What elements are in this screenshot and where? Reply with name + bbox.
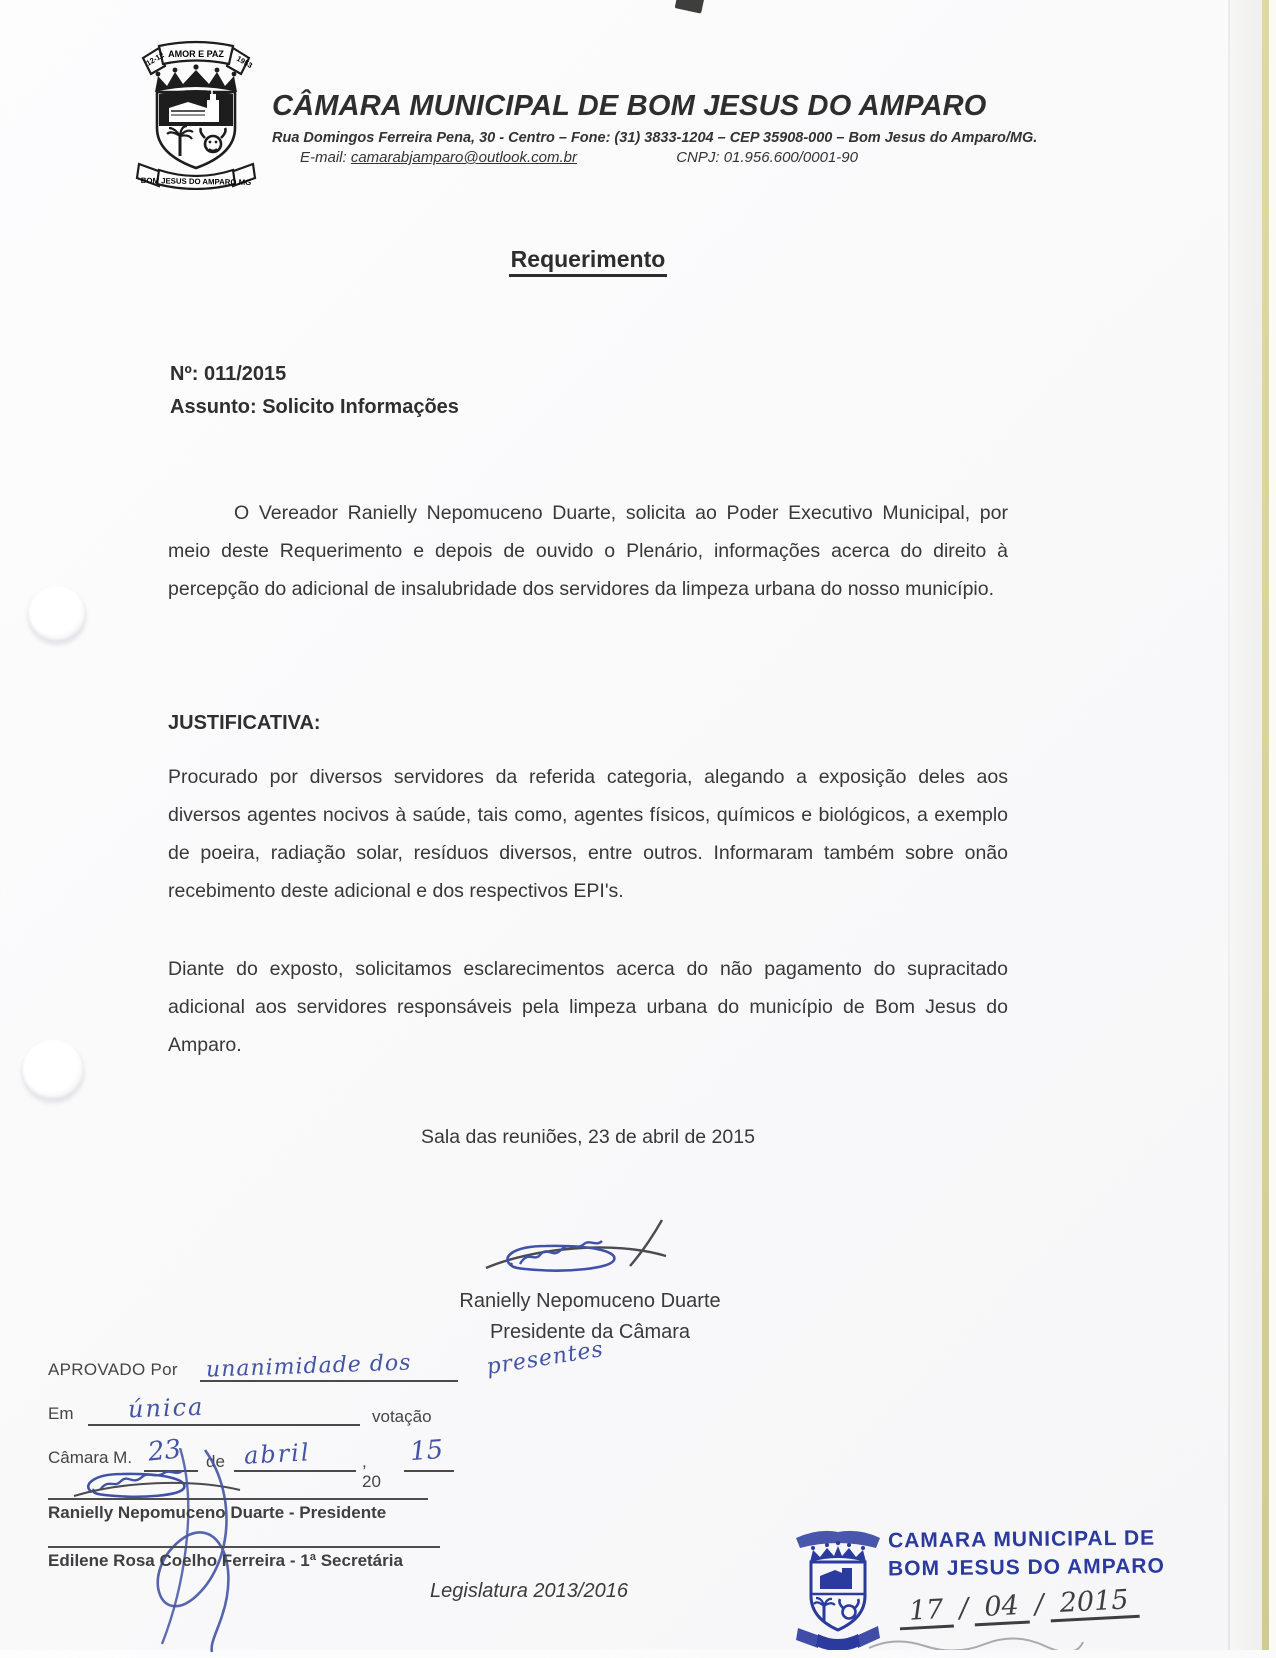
year-handwriting: 15 — [408, 1434, 445, 1468]
intro-paragraph: O Vereador Ranielly Nepomuceno Duarte, solicita ao Poder Executivo Municipal, por meio deste Requerimento e depois de ouvido o Plenário, informações acerca do direito à percepção do adicional de insalubridade dos servidores da limpeza urbana do nosso município. — [168, 502, 1008, 600]
justification-paragraph-1: Procurado por diversos servidores da referida categoria, alegando a exposição deles aos diversos agentes nocivos à saúde, tais como, agentes físicos, químicos e biológicos, a exemplo de poeira, radiação solar, resíduos diversos, entre outros. Informaram também sobre onão recebimento deste adicional e dos respectivos EPI's. — [168, 766, 1008, 902]
email-label: E-mail: — [300, 149, 347, 166]
president-signature-line — [48, 1498, 428, 1500]
de-label: de — [206, 1452, 225, 1471]
approved-label: APROVADO Por — [48, 1360, 178, 1379]
camara-label: Câmara M. — [48, 1448, 133, 1467]
stamp-date-handwriting — [894, 1583, 1145, 1630]
stamp-date-day: 17 — [898, 1595, 954, 1631]
year-prefix-label: , 20 — [362, 1452, 381, 1491]
municipal-coat-of-arms-icon — [125, 36, 267, 195]
president-role: Presidente da Câmara — [489, 1321, 691, 1343]
document-subject: Assunto: Solicito Informações — [170, 396, 459, 418]
president-name: Ranielly Nepomuceno Duarte — [459, 1290, 721, 1312]
stamp-date-year: 2015 — [1049, 1585, 1139, 1623]
justification-paragraph-2: Diante do exposto, solicitamos esclarecimentos acerca do não pagamento do supracitado adicional aos servidores responsáveis pela limpeza urbana do município de Bom Jesus do Amparo. — [168, 958, 1008, 1056]
stamp-text-line2: BOM JESUS DO AMPARO — [887, 1554, 1165, 1581]
document-title: Requerimento — [0, 246, 1176, 273]
approved-handwriting-2: presentes — [484, 1336, 606, 1381]
votacao-label: votação — [372, 1407, 432, 1426]
president-signature-icon — [478, 1218, 688, 1287]
stamp-text-line1: CAMARA MUNICIPAL DE — [887, 1526, 1156, 1553]
secretary-signature-caption: Edilene Rosa Coelho Ferreira - 1ª Secretária — [48, 1551, 403, 1570]
year-fill-line — [404, 1470, 454, 1472]
crest-ribbon-center: AMOR E PAZ — [168, 49, 224, 59]
scan-edge-shade — [1230, 0, 1262, 1650]
scan-edge-margin — [1269, 0, 1276, 1650]
vote-row — [48, 1392, 432, 1434]
org-address: Rua Domingos Ferreira Pena, 30 - Centro – Fone: (31) 3833-1204 – CEP 35908-000 – Bom Jesus do Amparo/MG. — [272, 130, 1038, 146]
legislature-label: Legislatura 2013/2016 — [430, 1580, 628, 1602]
email-address: camarabjamparo@outlook.com.br — [350, 149, 578, 166]
cnpj: CNPJ: 01.956.600/0001-90 — [676, 149, 858, 166]
approved-handwriting: unanimidade dos — [205, 1350, 412, 1383]
stamp-date-slash2: / — [1033, 1588, 1045, 1621]
scan-edge-stripe — [1262, 0, 1269, 1650]
justification-heading: JUSTIFICATIVA: — [168, 712, 321, 734]
secretary-signature-line — [48, 1546, 440, 1548]
vote-fill-line — [88, 1424, 360, 1426]
punch-hole-bottom — [22, 1040, 84, 1100]
punch-hole-top — [28, 586, 86, 642]
crest-ribbon-bottom: BOM JESUS DO AMPARO MG — [140, 176, 252, 187]
em-label: Em — [48, 1404, 74, 1423]
crest-ribbon-left: 12-12 — [144, 50, 166, 68]
document-number: Nº: 011/2015 — [170, 363, 287, 385]
cut-off-handwriting-icon — [865, 1636, 1085, 1655]
stamp-date-slash1: / — [958, 1592, 970, 1625]
day-handwriting: 23 — [146, 1434, 183, 1468]
month-handwriting: abril — [243, 1438, 312, 1470]
stamp-date-month: 04 — [974, 1591, 1030, 1627]
vote-handwriting: única — [127, 1392, 205, 1424]
approval-row — [48, 1336, 606, 1390]
president-signature-caption: Ranielly Nepomuceno Duarte - Presidente — [48, 1503, 387, 1522]
org-contact-line — [300, 149, 858, 166]
meeting-date-line: Sala das reuniões, 23 de abril de 2015 — [421, 1126, 755, 1148]
org-name: CÂMARA MUNICIPAL DE BOM JESUS DO AMPARO — [272, 90, 987, 122]
crest-ribbon-right: 1953 — [235, 53, 254, 71]
binder-clip-mark — [675, 0, 705, 14]
